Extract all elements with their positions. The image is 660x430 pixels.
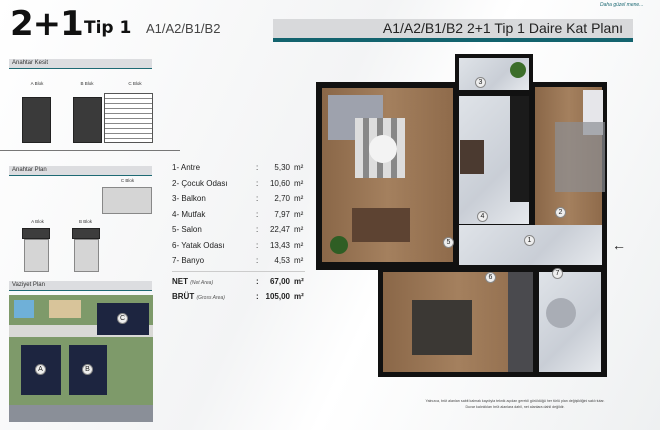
room-row: 5- Salon : 22,47 m² <box>172 225 304 235</box>
key-plan-a-highlight <box>22 228 50 239</box>
block-list: A1/A2/B1/B2 <box>146 21 221 36</box>
room-number-7: 7 <box>552 268 563 279</box>
section-block-b <box>73 97 102 143</box>
plan-title: A1/A2/B1/B2 2+1 Tip 1 Daire Kat Planı <box>273 19 633 42</box>
room-area-table <box>172 160 305 305</box>
plan-c-label: C Blok <box>120 178 135 183</box>
room-number-1: 1 <box>524 235 535 246</box>
room-number-5: 5 <box>443 237 454 248</box>
room-row: 1- Antre : 5,30 m² <box>172 163 304 173</box>
kesit-a-label: A Blok <box>30 81 44 86</box>
room-row: 7- Banyo : 4,53 m² <box>172 256 304 266</box>
room-row: 3- Balkon : 2,70 m² <box>172 194 304 204</box>
brand-tagline: Daha güzel mene... <box>600 2 644 8</box>
section-kesit: Anahtar Kesit <box>9 59 152 69</box>
room-row: 4- Mutfak : 7,97 m² <box>172 209 304 219</box>
room-row: 6- Yatak Odası : 13,43 m² <box>172 240 304 250</box>
room-row: 2- Çocuk Odası : 10,60 m² <box>172 178 304 188</box>
kesit-c-label: C Blok <box>128 81 142 86</box>
key-plan-b <box>74 239 99 272</box>
key-plan-b-highlight <box>72 228 100 239</box>
room-number-4: 4 <box>477 211 488 222</box>
plan-a-label: A Blok <box>31 219 44 224</box>
section-plan: Anahtar Plan <box>9 166 152 176</box>
gross-area-row: BRÜT (Gross Area) : 105,00 m² <box>172 292 304 302</box>
key-plan-a <box>24 239 49 272</box>
site-marker-a: A <box>35 364 46 375</box>
type-label: Tip 1 <box>84 18 132 38</box>
section-block-a <box>22 97 51 143</box>
room-number-6: 6 <box>485 272 496 283</box>
room-number-2: 2 <box>555 207 566 218</box>
section-block-c <box>104 93 153 143</box>
apartment-type: 2+1 <box>10 4 83 44</box>
section-vaziyet: Vaziyet Plan <box>9 281 152 291</box>
key-plan-c <box>102 187 152 214</box>
site-plan <box>9 295 153 422</box>
arrow-left-icon: ← <box>612 237 626 253</box>
site-marker-b: B <box>82 364 93 375</box>
plan-b-label: B Blok <box>78 219 92 224</box>
ground-line <box>0 150 180 151</box>
kesit-b-label: B Blok <box>80 81 94 86</box>
site-marker-c: C <box>117 313 128 324</box>
net-area-row: NET (Net Area) : 67,00 m² <box>172 276 304 286</box>
disclaimer: Yalnızca, brüt alanları sabit kalmak kaydıyla teknik açıdan gerekli görüldüğü her türlü plan değişikliğini saklı tutar. Duvar kalınlıkları brüt alanlara dahil, net alanlara dahil değildir. <box>425 399 605 409</box>
room-number-3: 3 <box>475 77 486 88</box>
